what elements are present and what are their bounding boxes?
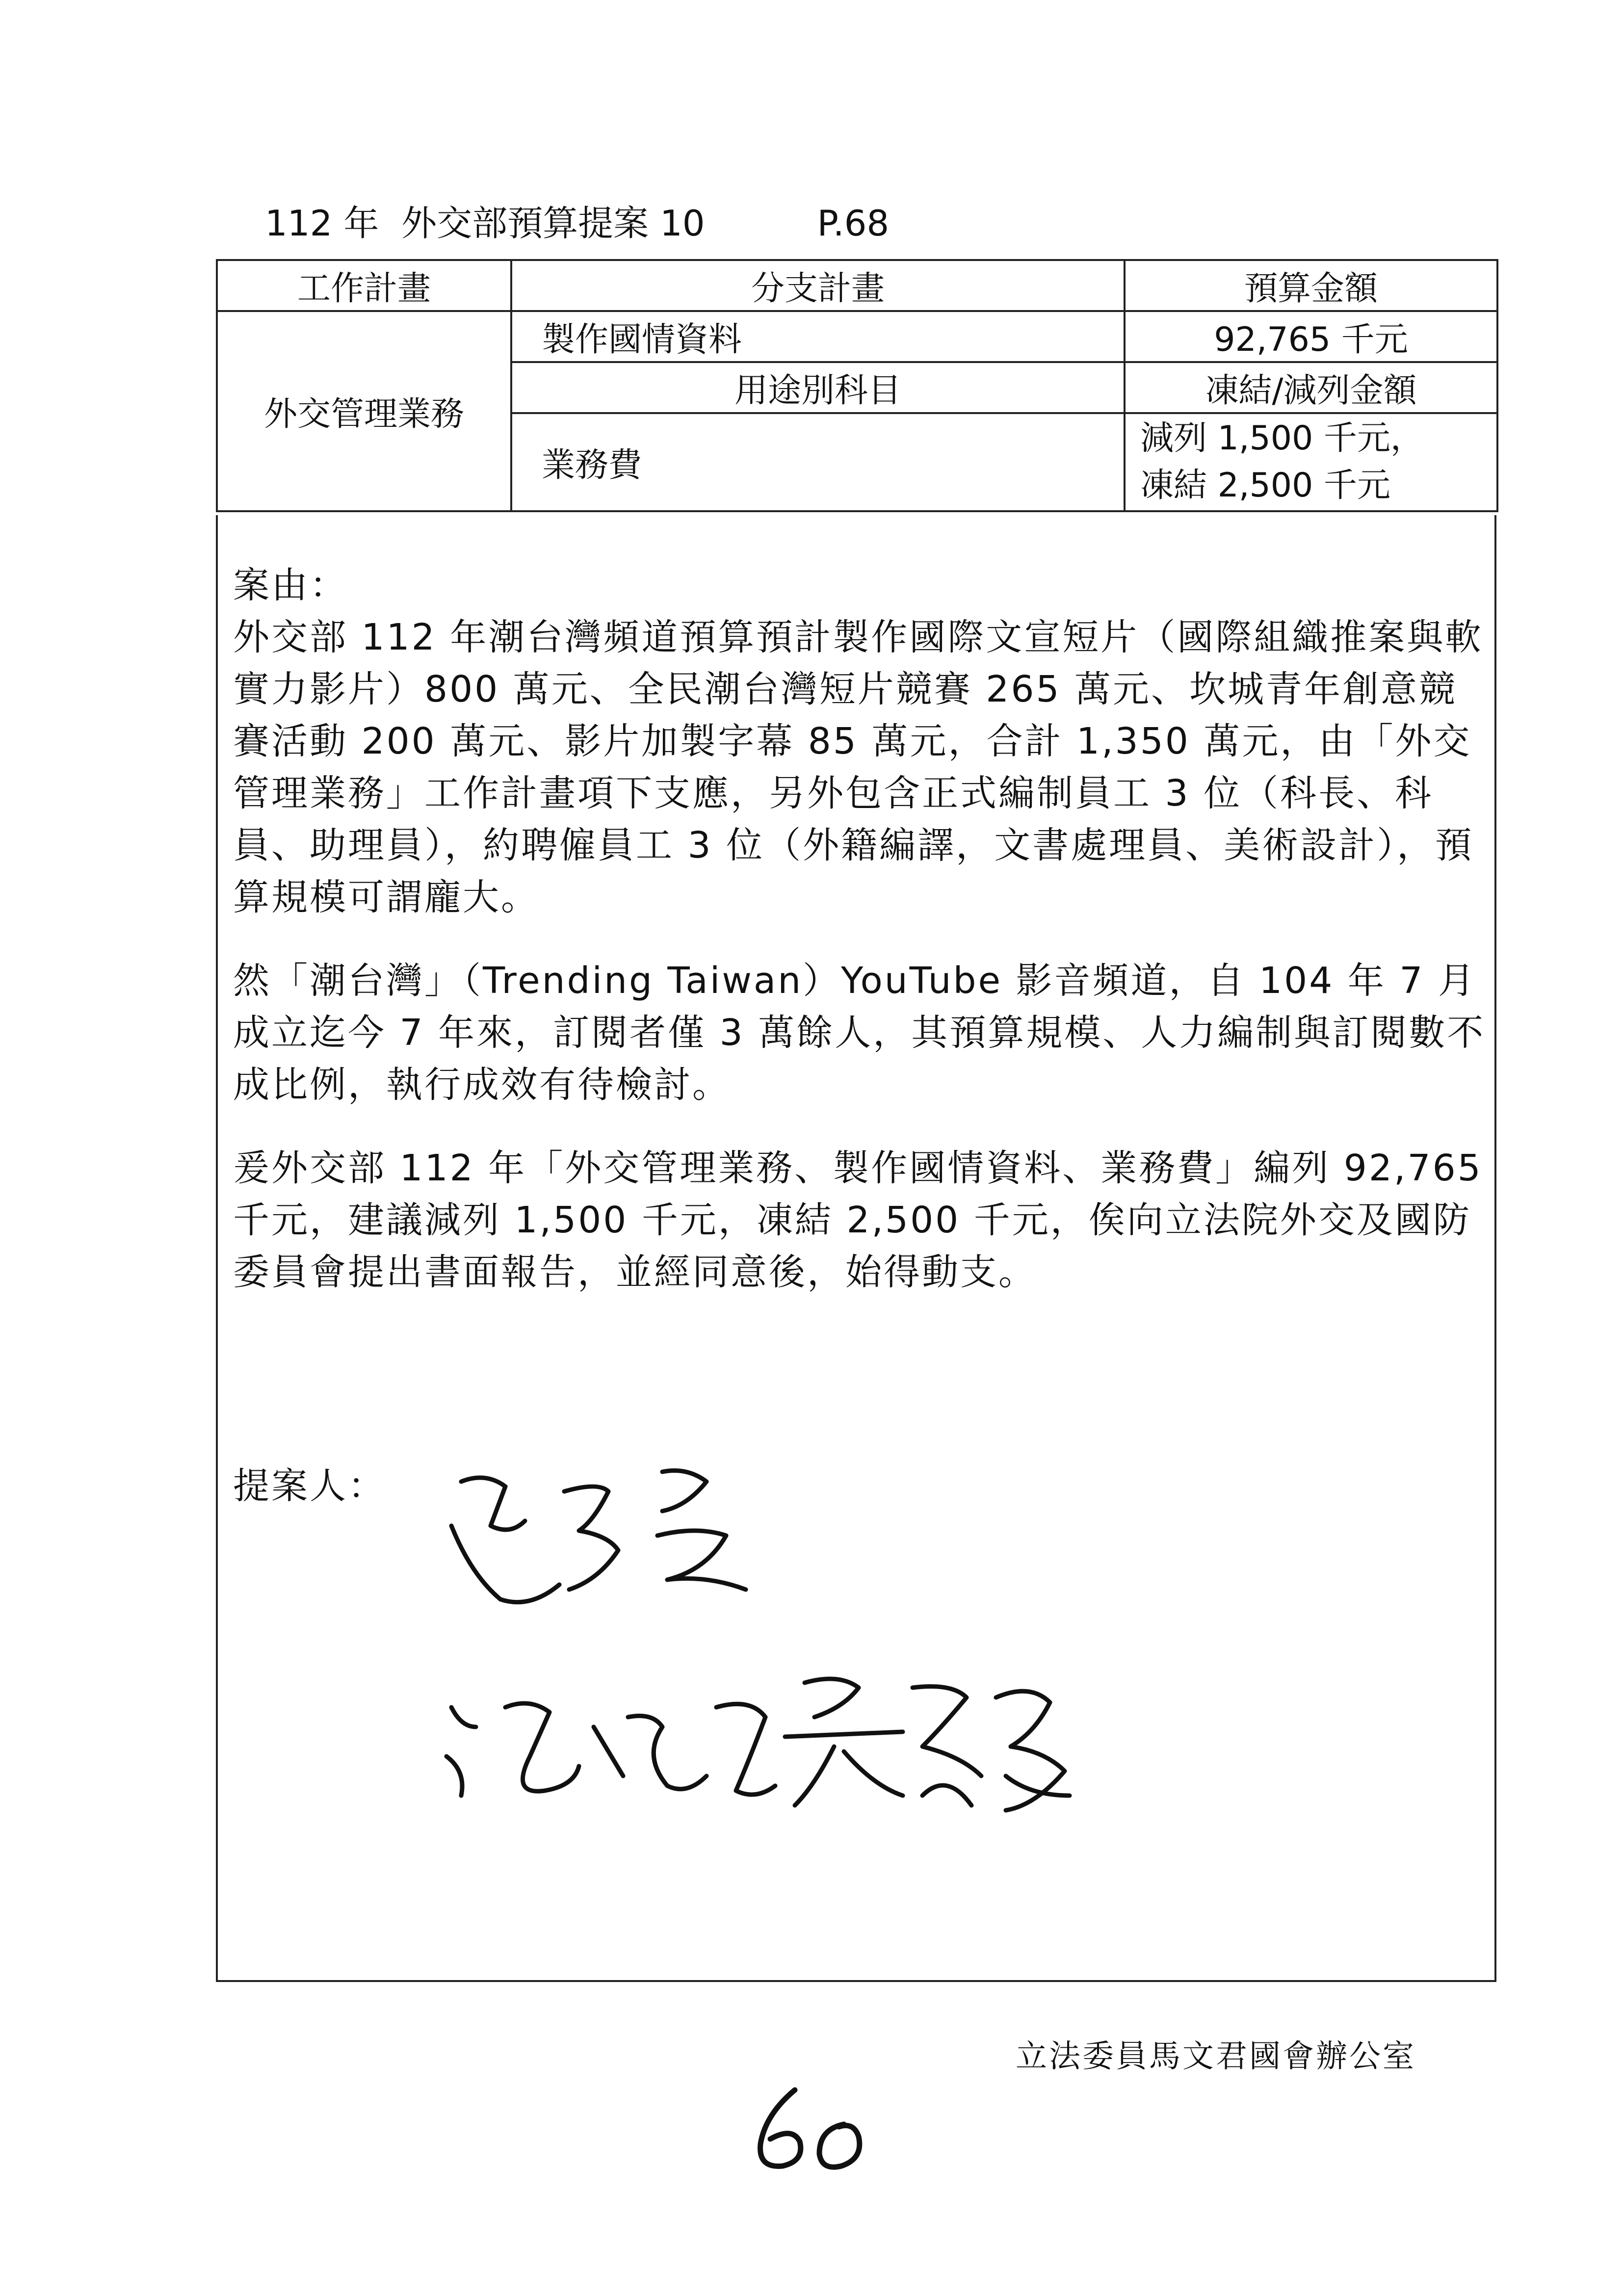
- handwritten-signatures: [432, 1452, 1266, 1845]
- branch-plan-header: 分支計畫: [511, 260, 1125, 311]
- header-year: 112 年: [265, 203, 379, 244]
- office-name: 立法委員馬文君國會辦公室: [1016, 2038, 1416, 2075]
- proposal-header: [265, 196, 889, 250]
- table-row: [217, 311, 1497, 362]
- freeze-amount-header: 凍結/減列金額: [1125, 362, 1497, 413]
- signature-3: [785, 1679, 1070, 1810]
- signature-1: [451, 1471, 746, 1602]
- page-number: [736, 2080, 883, 2178]
- table-header-row: [217, 260, 1497, 311]
- signature-drawing: [432, 1452, 1266, 1845]
- branch-plan-cell: 製作國情資料: [511, 311, 1125, 362]
- work-plan-header: 工作計畫: [217, 260, 511, 311]
- reason-paragraph-1: 外交部 112 年潮台灣頻道預算預計製作國際文宣短片（國際組織推案與軟實力影片）800 萬元、全民潮台灣短片競賽 265 萬元、坎城青年創意競賽活動 200 萬元、影片加製字幕 85 萬元，合計 1,350 萬元，由「外交管理業務」工作計畫項下支應，另外包含正式編制員工 3 位（科長、科員、助理員），約聘僱員工 3 位（外籍編譯，文書處理員、美術設計），預算規模可謂龐大。: [233, 616, 1484, 918]
- budget-amount-cell: 92,765 千元: [1125, 311, 1497, 362]
- freeze-amount-line2: 凍結 2,500 千元: [1140, 466, 1390, 505]
- use-category-cell: 業務費: [511, 413, 1125, 511]
- handwritten-page-number: [736, 2080, 883, 2178]
- proposer-label: 提案人：: [233, 1465, 386, 1507]
- budget-table: [216, 259, 1498, 512]
- budget-amount-header: 預算金額: [1125, 260, 1497, 311]
- use-category-header: 用途別科目: [511, 362, 1125, 413]
- freeze-amount-line1: 減列 1,500 千元，: [1140, 419, 1424, 458]
- work-plan-cell: 外交管理業務: [217, 311, 511, 511]
- header-page-ref: P.68: [817, 203, 890, 244]
- freeze-amount-cell: [1125, 413, 1497, 511]
- header-title: 外交部預算提案 10: [401, 203, 705, 244]
- signature-2: [446, 1703, 775, 1796]
- reason-label: 案由：: [233, 564, 348, 606]
- reason-paragraph-2: 然「潮台灣」（Trending Taiwan）YouTube 影音頻道，自 104 年 7 月成立迄今 7 年來，訂閱者僅 3 萬餘人，其預算規模、人力編制與訂閱數不成比例，執行成效有待檢討。: [233, 960, 1486, 1106]
- proposal-content: [233, 559, 1489, 1330]
- reason-paragraph-3: 爰外交部 112 年「外交管理業務、製作國情資料、業務費」編列 92,765 千元，建議減列 1,500 千元，凍結 2,500 千元，俟向立法院外交及國防委員會提出書面報告，並經同意後，始得動支。: [233, 1147, 1483, 1293]
